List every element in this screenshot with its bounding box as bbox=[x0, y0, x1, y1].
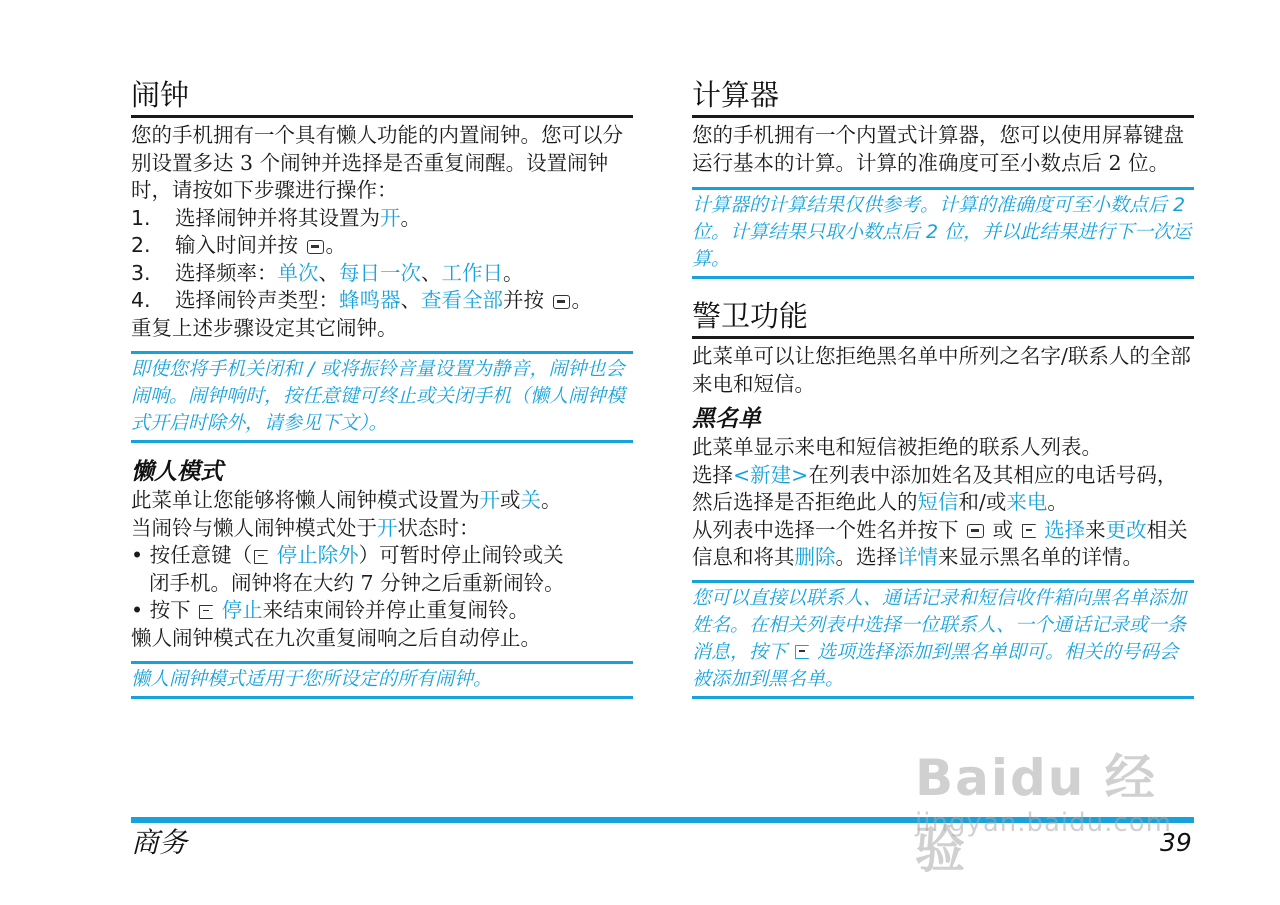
guard-intro: 此菜单可以让您拒绝黑名单中所列之名字/联系人的全部来电和短信。 bbox=[692, 344, 1191, 396]
watermark-logo: Baidu 经验 bbox=[915, 749, 1157, 879]
softkey-icon bbox=[795, 645, 809, 659]
calc-body bbox=[692, 122, 1194, 177]
blacklist-p1: 此菜单显示来电和短信被拒绝的联系人列表。 bbox=[692, 435, 1102, 459]
lazy-bullet-1: • 按任意键（ 停止除外）可暂时停止闹铃或关 bbox=[131, 543, 564, 567]
subsection-title-lazy: 懒人模式 bbox=[131, 459, 223, 485]
lazy-bullet-2: • 按下 停止来结束闹铃并停止重复闹铃。 bbox=[131, 598, 530, 622]
softkey-icon bbox=[1022, 524, 1036, 538]
footer-section-name: 商务 bbox=[131, 826, 188, 859]
blacklist-p3: 从列表中选择一个姓名并按下 或 选择来更改相关信息和将其删除。选择详情来显示黑名单的详情。 bbox=[692, 517, 1188, 569]
ok-key-icon bbox=[553, 295, 570, 309]
alarm-step-1: 1. 选择闹钟并将其设置为开。 bbox=[131, 205, 421, 230]
blacklist-note: 您可以直接以联系人、通话记录和短信收件箱向黑名单添加姓名。在相关列表中选择一位联系人、一个通话记录或一条消息，按下 选项选择添加到黑名单即可。相关的号码会被添加到黑名单。 bbox=[692, 580, 1194, 699]
alarm-note: 即使您将手机关闭和 / 或将振铃音量设置为静音，闹钟也会闹响。闹钟响时，按任意键可终止或关闭手机（懒人闹钟模式开启时除外，请参见下文）。 bbox=[131, 351, 633, 443]
lazy-outro: 懒人闹钟模式在九次重复闹响之后自动停止。 bbox=[131, 625, 541, 650]
softkey-icon bbox=[199, 605, 213, 619]
lazy-bullet-1-cont: 闭手机。闹钟将在大约 7 分钟之后重新闹铃。 bbox=[149, 570, 565, 595]
alarm-step-4: 4. 选择闹铃声类型：蜂鸣器、查看全部并按 。 bbox=[131, 288, 593, 312]
guard-body bbox=[692, 343, 1194, 398]
lazy-body bbox=[131, 487, 633, 652]
alarm-intro: 您的手机拥有一个具有懒人功能的内置闹钟。您可以分别设置多达 3 个闹钟并选择是否重复闹醒。设置闹钟时，请按如下步骤进行操作： bbox=[131, 123, 623, 202]
lazy-note: 懒人闹钟模式适用于您所设定的所有闹钟。 bbox=[131, 661, 633, 699]
left-column bbox=[131, 76, 633, 699]
alarm-outro: 重复上述步骤设定其它闹钟。 bbox=[131, 315, 398, 340]
alarm-body bbox=[131, 122, 633, 342]
section-title-calculator: 计算器 bbox=[692, 76, 1194, 118]
ok-key-icon bbox=[307, 240, 324, 254]
alarm-step-3: 3. 选择频率：单次、每日一次、工作日。 bbox=[131, 260, 524, 285]
ok-key-icon bbox=[967, 524, 984, 538]
right-column bbox=[692, 76, 1194, 699]
page-number: 39 bbox=[1160, 828, 1192, 857]
lazy-p2: 当闹铃与懒人闹钟模式处于开状态时： bbox=[131, 515, 480, 540]
blacklist-body bbox=[692, 434, 1194, 572]
lazy-p1: 此菜单让您能够将懒人闹钟模式设置为开或关。 bbox=[131, 488, 562, 512]
section-title-alarm: 闹钟 bbox=[131, 76, 633, 118]
calc-intro: 您的手机拥有一个内置式计算器，您可以使用屏幕键盘运行基本的计算。计算的准确度可至小数点后 2 位。 bbox=[692, 123, 1184, 175]
blacklist-p2: 选择<新建>在列表中添加姓名及其相应的电话号码，然后选择是否拒绝此人的短信和/或来电。 bbox=[692, 462, 1178, 514]
blacklist-section bbox=[692, 404, 1194, 699]
subsection-title-blacklist: 黑名单 bbox=[692, 406, 761, 432]
footer-rule bbox=[131, 817, 1194, 823]
alarm-step-2: 2. 输入时间并按 。 bbox=[131, 233, 347, 257]
calc-note: 计算器的计算结果仅供参考。计算的准确度可至小数点后 2 位。计算结果只取小数点后 2 位，并以此结果进行下一次运算。 bbox=[692, 187, 1194, 279]
lazy-section bbox=[131, 457, 633, 699]
softkey-icon bbox=[254, 550, 268, 564]
section-title-guard: 警卫功能 bbox=[692, 297, 1194, 339]
watermark-url: jingyan.baidu.com bbox=[915, 808, 1172, 838]
